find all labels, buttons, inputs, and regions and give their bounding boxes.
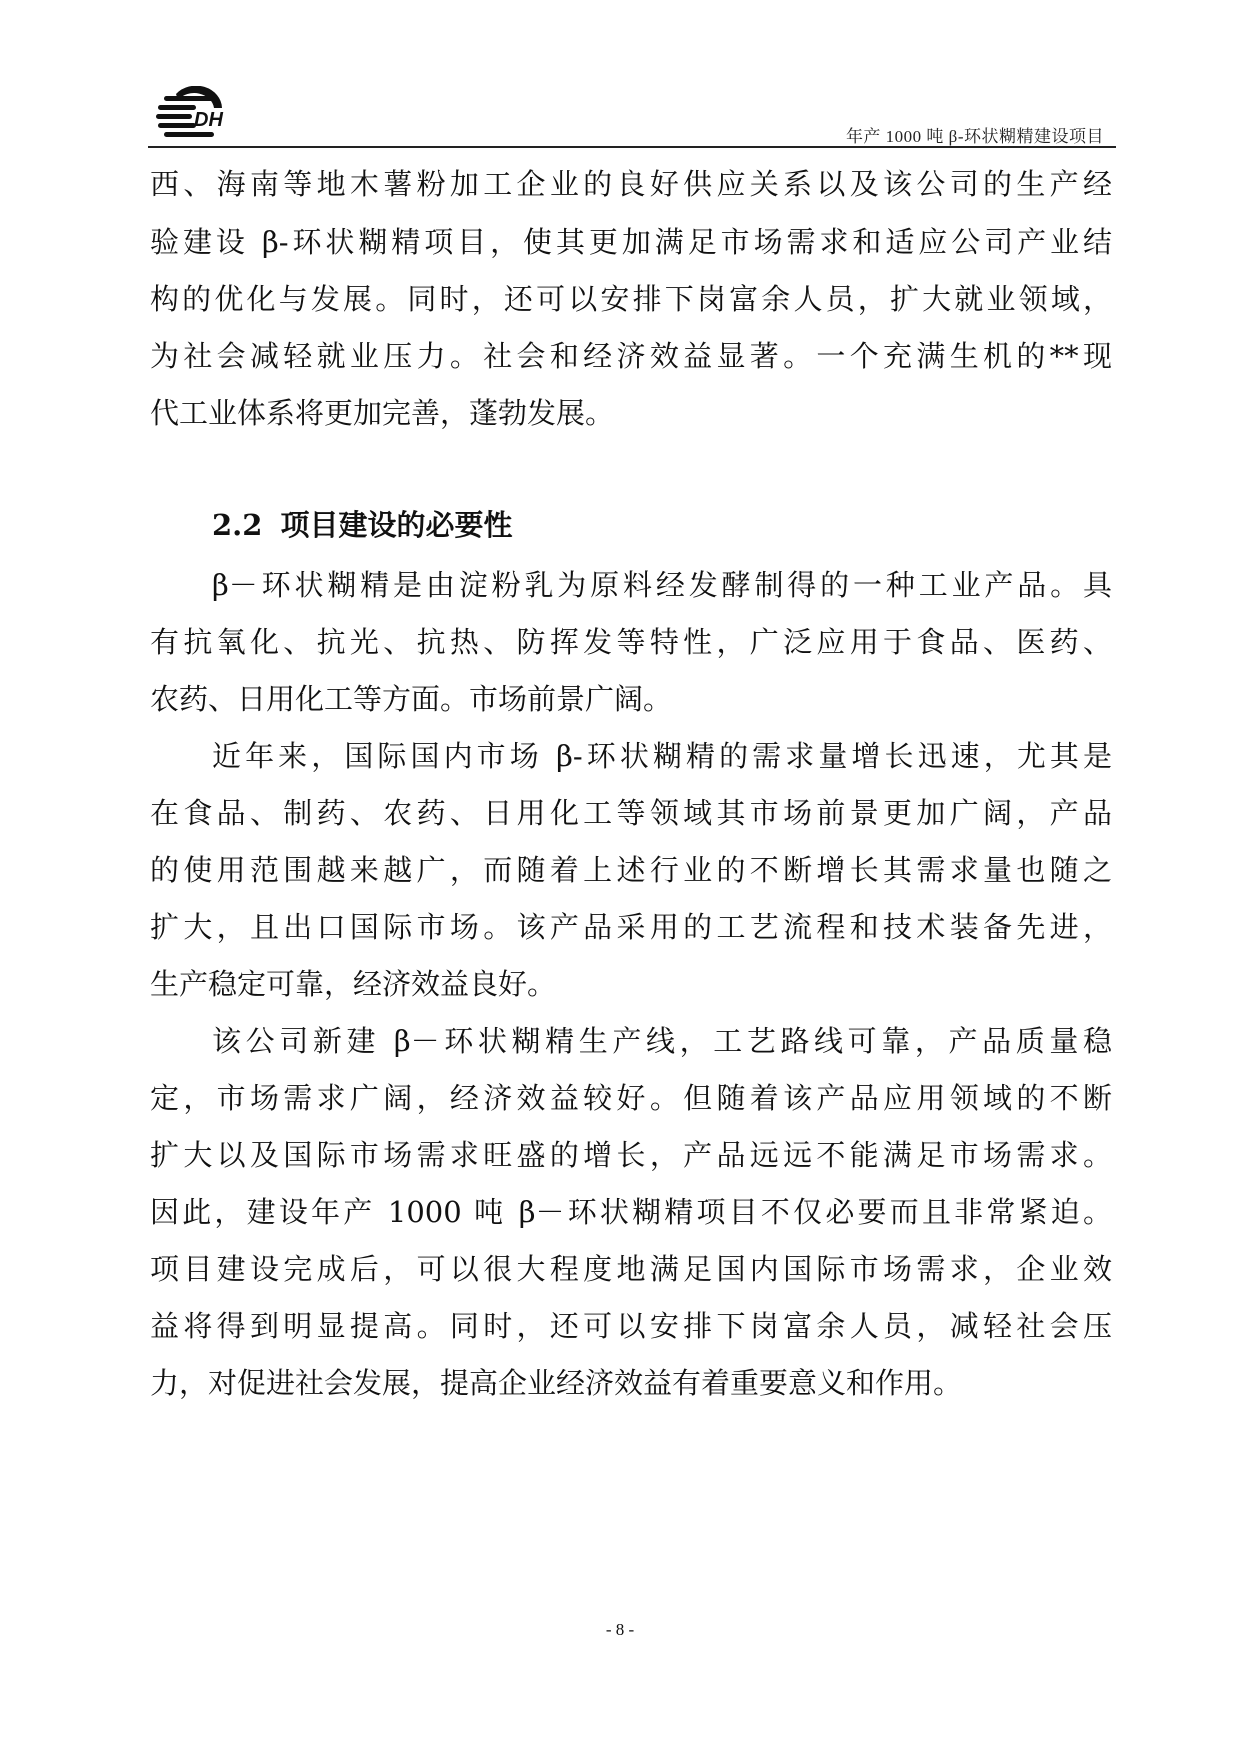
paragraph-line: 农药、日用化工等方面。市场前景广阔。: [150, 682, 673, 716]
paragraph-line: 该公司新建 β－环状糊精生产线，工艺路线可靠，产品质量稳: [212, 1024, 1112, 1058]
body-line: 为社会减轻就业压力。社会和经济效益显著。一个充满生机的**现: [150, 339, 1112, 373]
paragraph-line: 定，市场需求广阔，经济效益较好。但随着该产品应用领域的不断: [150, 1081, 1112, 1115]
company-logo: [156, 86, 232, 144]
section-number: 2.2: [212, 508, 263, 542]
paragraph-line: 近年来，国际国内市场 β-环状糊精的需求量增长迅速，尤其是: [212, 739, 1112, 773]
body-line: 验建设 β-环状糊精项目，使其更加满足市场需求和适应公司产业结: [150, 225, 1112, 259]
body-line: 代工业体系将更加完善，蓬勃发展。: [150, 396, 615, 430]
page-number: - 8 -: [605, 1620, 635, 1639]
paragraph-line: 有抗氧化、抗光、抗热、防挥发等特性，广泛应用于食品、医药、: [150, 625, 1112, 659]
paragraph-line: 生产稳定可靠，经济效益良好。: [150, 967, 557, 1001]
section-heading: [212, 505, 512, 545]
paragraph-line: 在食品、制药、农药、日用化工等领域其市场前景更加广阔，产品: [150, 796, 1112, 830]
paragraph-line: 扩大以及国际市场需求旺盛的增长，产品远远不能满足市场需求。: [150, 1138, 1112, 1172]
paragraph-line: 项目建设完成后，可以很大程度地满足国内国际市场需求，企业效: [150, 1252, 1112, 1286]
paragraph-line: 扩大，且出口国际市场。该产品采用的工艺流程和技术装备先进，: [150, 910, 1112, 944]
paragraph-line: 益将得到明显提高。同时，还可以安排下岗富余人员，减轻社会压: [150, 1309, 1112, 1343]
body-line: 西、海南等地木薯粉加工企业的良好供应关系以及该公司的生产经: [150, 167, 1112, 201]
section-title: 项目建设的必要性: [280, 508, 513, 542]
header-rule: [148, 146, 1116, 148]
logo-text: DH: [194, 109, 223, 131]
document-title: 年产 1000 吨 β-环状糊精建设项目: [845, 127, 1104, 146]
paragraph-line: β－环状糊精是由淀粉乳为原料经发酵制得的一种工业产品。具: [212, 568, 1112, 602]
paragraph-line: 因此，建设年产 1000 吨 β－环状糊精项目不仅必要而且非常紧迫。: [150, 1195, 1112, 1229]
paragraph-line: 力，对促进社会发展，提高企业经济效益有着重要意义和作用。: [150, 1366, 963, 1400]
paragraph-line: 的使用范围越来越广，而随着上述行业的不断增长其需求量也随之: [150, 853, 1112, 887]
body-line: 构的优化与发展。同时，还可以安排下岗富余人员，扩大就业领域，: [150, 282, 1112, 316]
page-header: [148, 78, 1116, 148]
